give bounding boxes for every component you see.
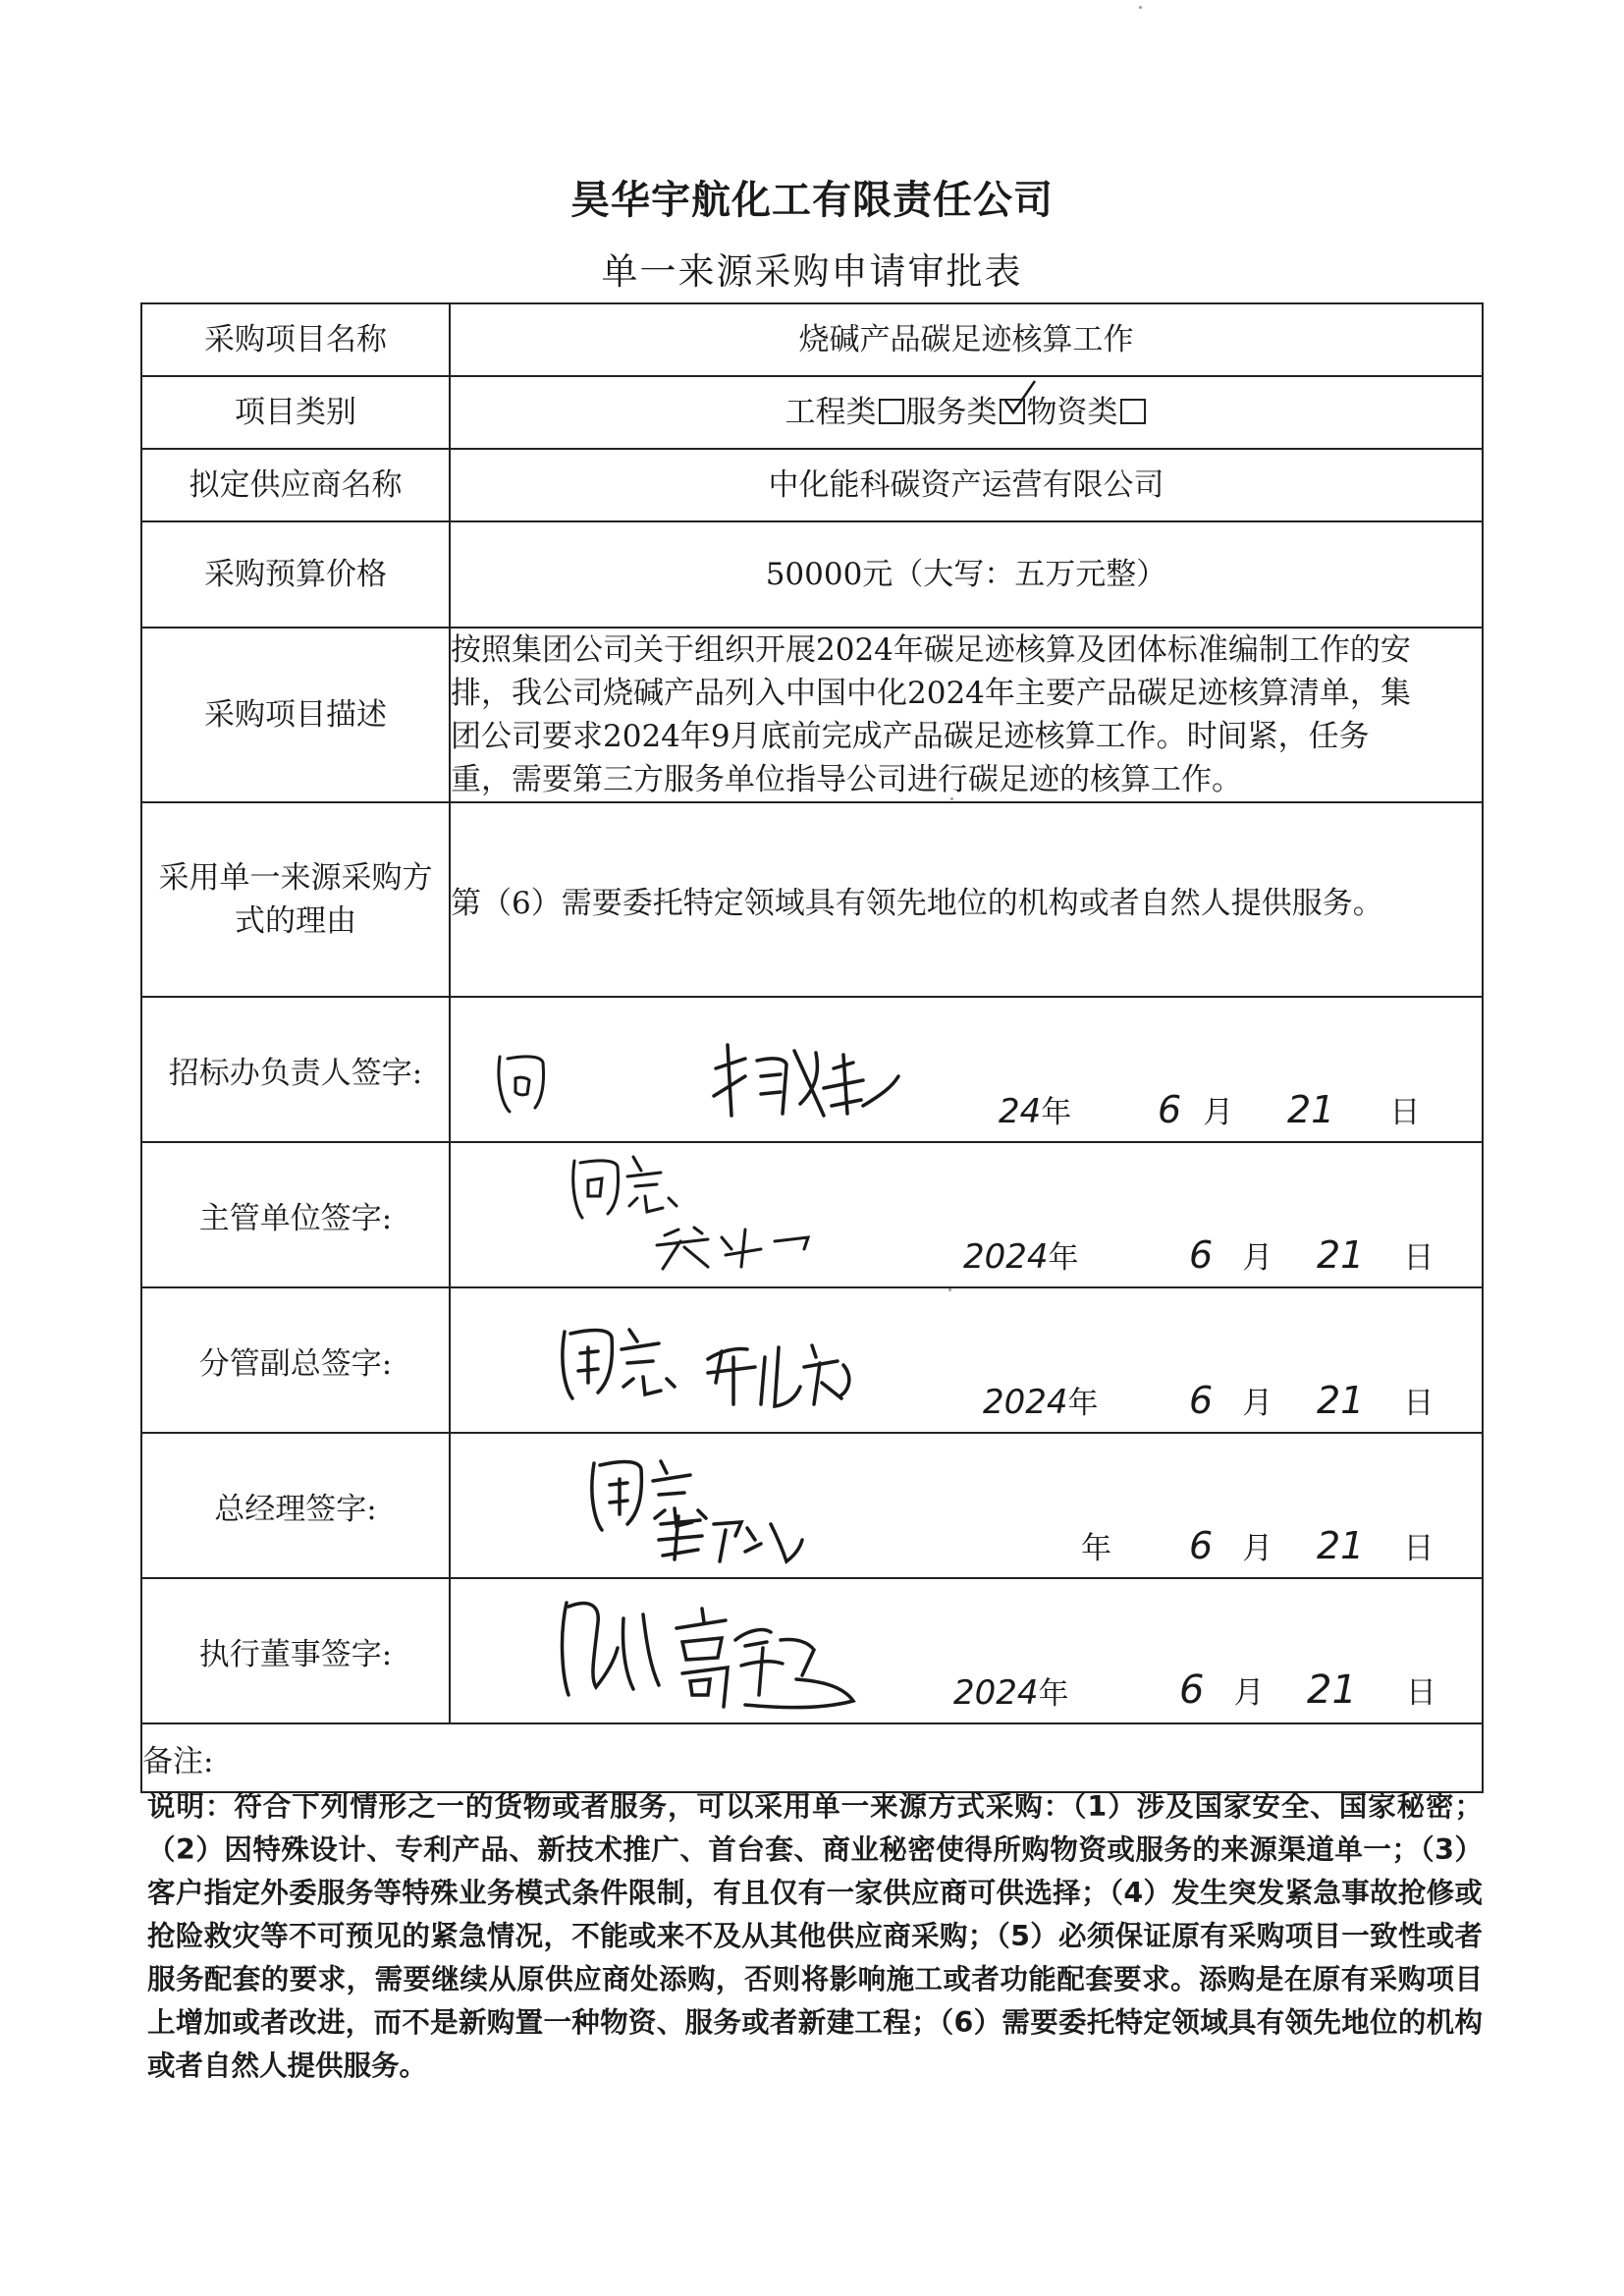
row-supplier [141, 449, 1483, 521]
sig-month [1189, 1523, 1272, 1567]
company-name: 昊华宇航化工有限责任公司 [570, 178, 1054, 223]
sig-day [1307, 1667, 1436, 1713]
year-value: 2024 [963, 1237, 1049, 1277]
year-suffix: 年 [1067, 1386, 1099, 1421]
footer-note: 说明：符合下列情形之一的货物或者服务，可以采用单一来源方式采购：（1）涉及国家安全、国家秘密；（2）因特殊设计、专利产品、新技术推广、首台套、商业秘密使得所购物资或服务的来源渠道单一；（3）客户指定外委服务等特殊业务模式条件限制，有且仅有一家供应商可供选择；（4）发生突发紧急事故抢修或抢险救灾等不可预见的紧急情况，不能或来不及从其他供应商采购；（5）必须保证原有采购项目一致性或者服务配套的要求，需要继续从原供应商处添购，否则将影响施工或者功能配套要求。添购是在原有采购项目上增加或者改进，而不是新购置一种物资、服务或者新建工程；（6）需要委托特定领域具有领先地位的机构或者自然人提供服务。 [147, 1790, 1483, 2082]
day-suffix: 日 [1403, 1386, 1435, 1421]
project-name-value: 烧碱产品碳足迹核算工作 [450, 303, 1483, 376]
year-suffix: 年 [1041, 1095, 1072, 1130]
signature-field[interactable] [450, 1578, 1483, 1723]
sig-year [1081, 1523, 1111, 1567]
year-suffix: 年 [1081, 1531, 1111, 1566]
signature-row [141, 1578, 1483, 1723]
sig-year [999, 1087, 1071, 1131]
signature-row [141, 997, 1483, 1142]
sig-year [983, 1378, 1099, 1422]
month-value: 6 [1189, 1379, 1214, 1422]
sig-year [953, 1668, 1069, 1713]
sig-month [1179, 1667, 1264, 1713]
row-reason [141, 802, 1483, 997]
category-option-engineering: 工程类 [785, 395, 877, 430]
category-option-service: 服务类 [905, 395, 998, 430]
sig-month [1189, 1378, 1272, 1422]
month-suffix: 月 [1242, 1531, 1273, 1566]
scan-speck [950, 797, 953, 800]
sig-day [1287, 1087, 1420, 1131]
month-value: 6 [1179, 1667, 1205, 1713]
category-options [450, 376, 1483, 449]
sig-day [1317, 1232, 1434, 1277]
budget-value: 50000元（大写：五万元整） [450, 521, 1483, 628]
budget-label: 采购预算价格 [141, 521, 450, 628]
description-line: 按照集团公司关于组织开展2024年碳足迹核算及团体标准编制工作的安 [451, 632, 1411, 668]
month-value: 6 [1158, 1088, 1182, 1131]
row-remarks [141, 1723, 1483, 1792]
day-suffix: 日 [1403, 1240, 1435, 1276]
day-value: 21 [1287, 1088, 1335, 1131]
month-value: 6 [1189, 1524, 1214, 1567]
goods-checkbox[interactable] [1120, 399, 1146, 424]
signature-field[interactable] [450, 1433, 1483, 1578]
signature-row [141, 1287, 1483, 1433]
month-value: 6 [1189, 1233, 1214, 1277]
month-suffix: 月 [1203, 1095, 1234, 1130]
reason-value: 第（6）需要委托特定领域具有领先地位的机构或者自然人提供服务。 [450, 802, 1483, 997]
signature-field[interactable] [450, 1142, 1483, 1287]
day-value: 21 [1317, 1379, 1365, 1422]
sig-year [963, 1232, 1079, 1277]
scan-speck [948, 1288, 951, 1291]
approval-form-table [140, 302, 1484, 1793]
day-suffix: 日 [1403, 1531, 1435, 1566]
sig-day [1317, 1378, 1434, 1422]
form-title: 单一来源采购申请审批表 [601, 250, 1023, 293]
day-value: 21 [1317, 1524, 1365, 1567]
reason-label [141, 802, 450, 997]
signature-field[interactable] [450, 997, 1483, 1142]
description-line: 重，需要第三方服务单位指导公司进行碳足迹的核算工作。 [451, 762, 1242, 797]
day-value: 21 [1317, 1233, 1365, 1277]
row-category [141, 376, 1483, 449]
description-line: 排，我公司烧碱产品列入中国中化2024年主要产品碳足迹核算清单，集 [451, 676, 1411, 711]
reason-label-line: 采用单一来源采购方 [158, 860, 433, 896]
row-description [141, 628, 1483, 802]
project-name-label: 采购项目名称 [141, 303, 450, 376]
year-suffix: 年 [1038, 1676, 1069, 1712]
scan-speck [1139, 6, 1142, 9]
description-line: 团公司要求2024年9月底前完成产品碳足迹核算工作。时间紧，任务 [451, 719, 1370, 754]
service-checkbox[interactable] [1000, 399, 1025, 424]
category-label: 项目类别 [141, 376, 450, 449]
signature-field[interactable] [450, 1287, 1483, 1433]
signature-row [141, 1142, 1483, 1287]
signature-label: 总经理签字: [141, 1433, 450, 1578]
month-suffix: 月 [1233, 1675, 1265, 1711]
year-suffix: 年 [1048, 1240, 1079, 1276]
signature-label: 主管单位签字: [141, 1142, 450, 1287]
description-label: 采购项目描述 [141, 628, 450, 802]
row-budget [141, 521, 1483, 628]
sig-month [1189, 1232, 1272, 1277]
day-suffix: 日 [1405, 1675, 1436, 1711]
description-value [450, 628, 1483, 802]
engineering-checkbox[interactable] [879, 399, 904, 424]
checkmark-icon [1003, 379, 1037, 418]
signature-row [141, 1433, 1483, 1578]
row-project-name [141, 303, 1483, 376]
supplier-value: 中化能科碳资产运营有限公司 [450, 449, 1483, 521]
month-suffix: 月 [1242, 1386, 1273, 1421]
reason-label-line: 式的理由 [235, 903, 356, 939]
remarks-field[interactable]: 备注: [141, 1723, 1483, 1792]
category-option-goods: 物资类 [1026, 395, 1118, 430]
year-value: 2024 [983, 1383, 1068, 1422]
supplier-label: 拟定供应商名称 [141, 449, 450, 521]
day-value: 21 [1307, 1667, 1357, 1713]
year-value: 24 [999, 1092, 1042, 1131]
signature-label: 分管副总签字: [141, 1287, 450, 1433]
signature-label: 招标办负责人签字: [141, 997, 450, 1142]
month-suffix: 月 [1242, 1240, 1273, 1276]
sig-day [1317, 1523, 1434, 1567]
sig-month [1158, 1087, 1233, 1131]
signature-label: 执行董事签字: [141, 1578, 450, 1723]
year-value: 2024 [953, 1673, 1039, 1713]
day-suffix: 日 [1389, 1095, 1421, 1130]
